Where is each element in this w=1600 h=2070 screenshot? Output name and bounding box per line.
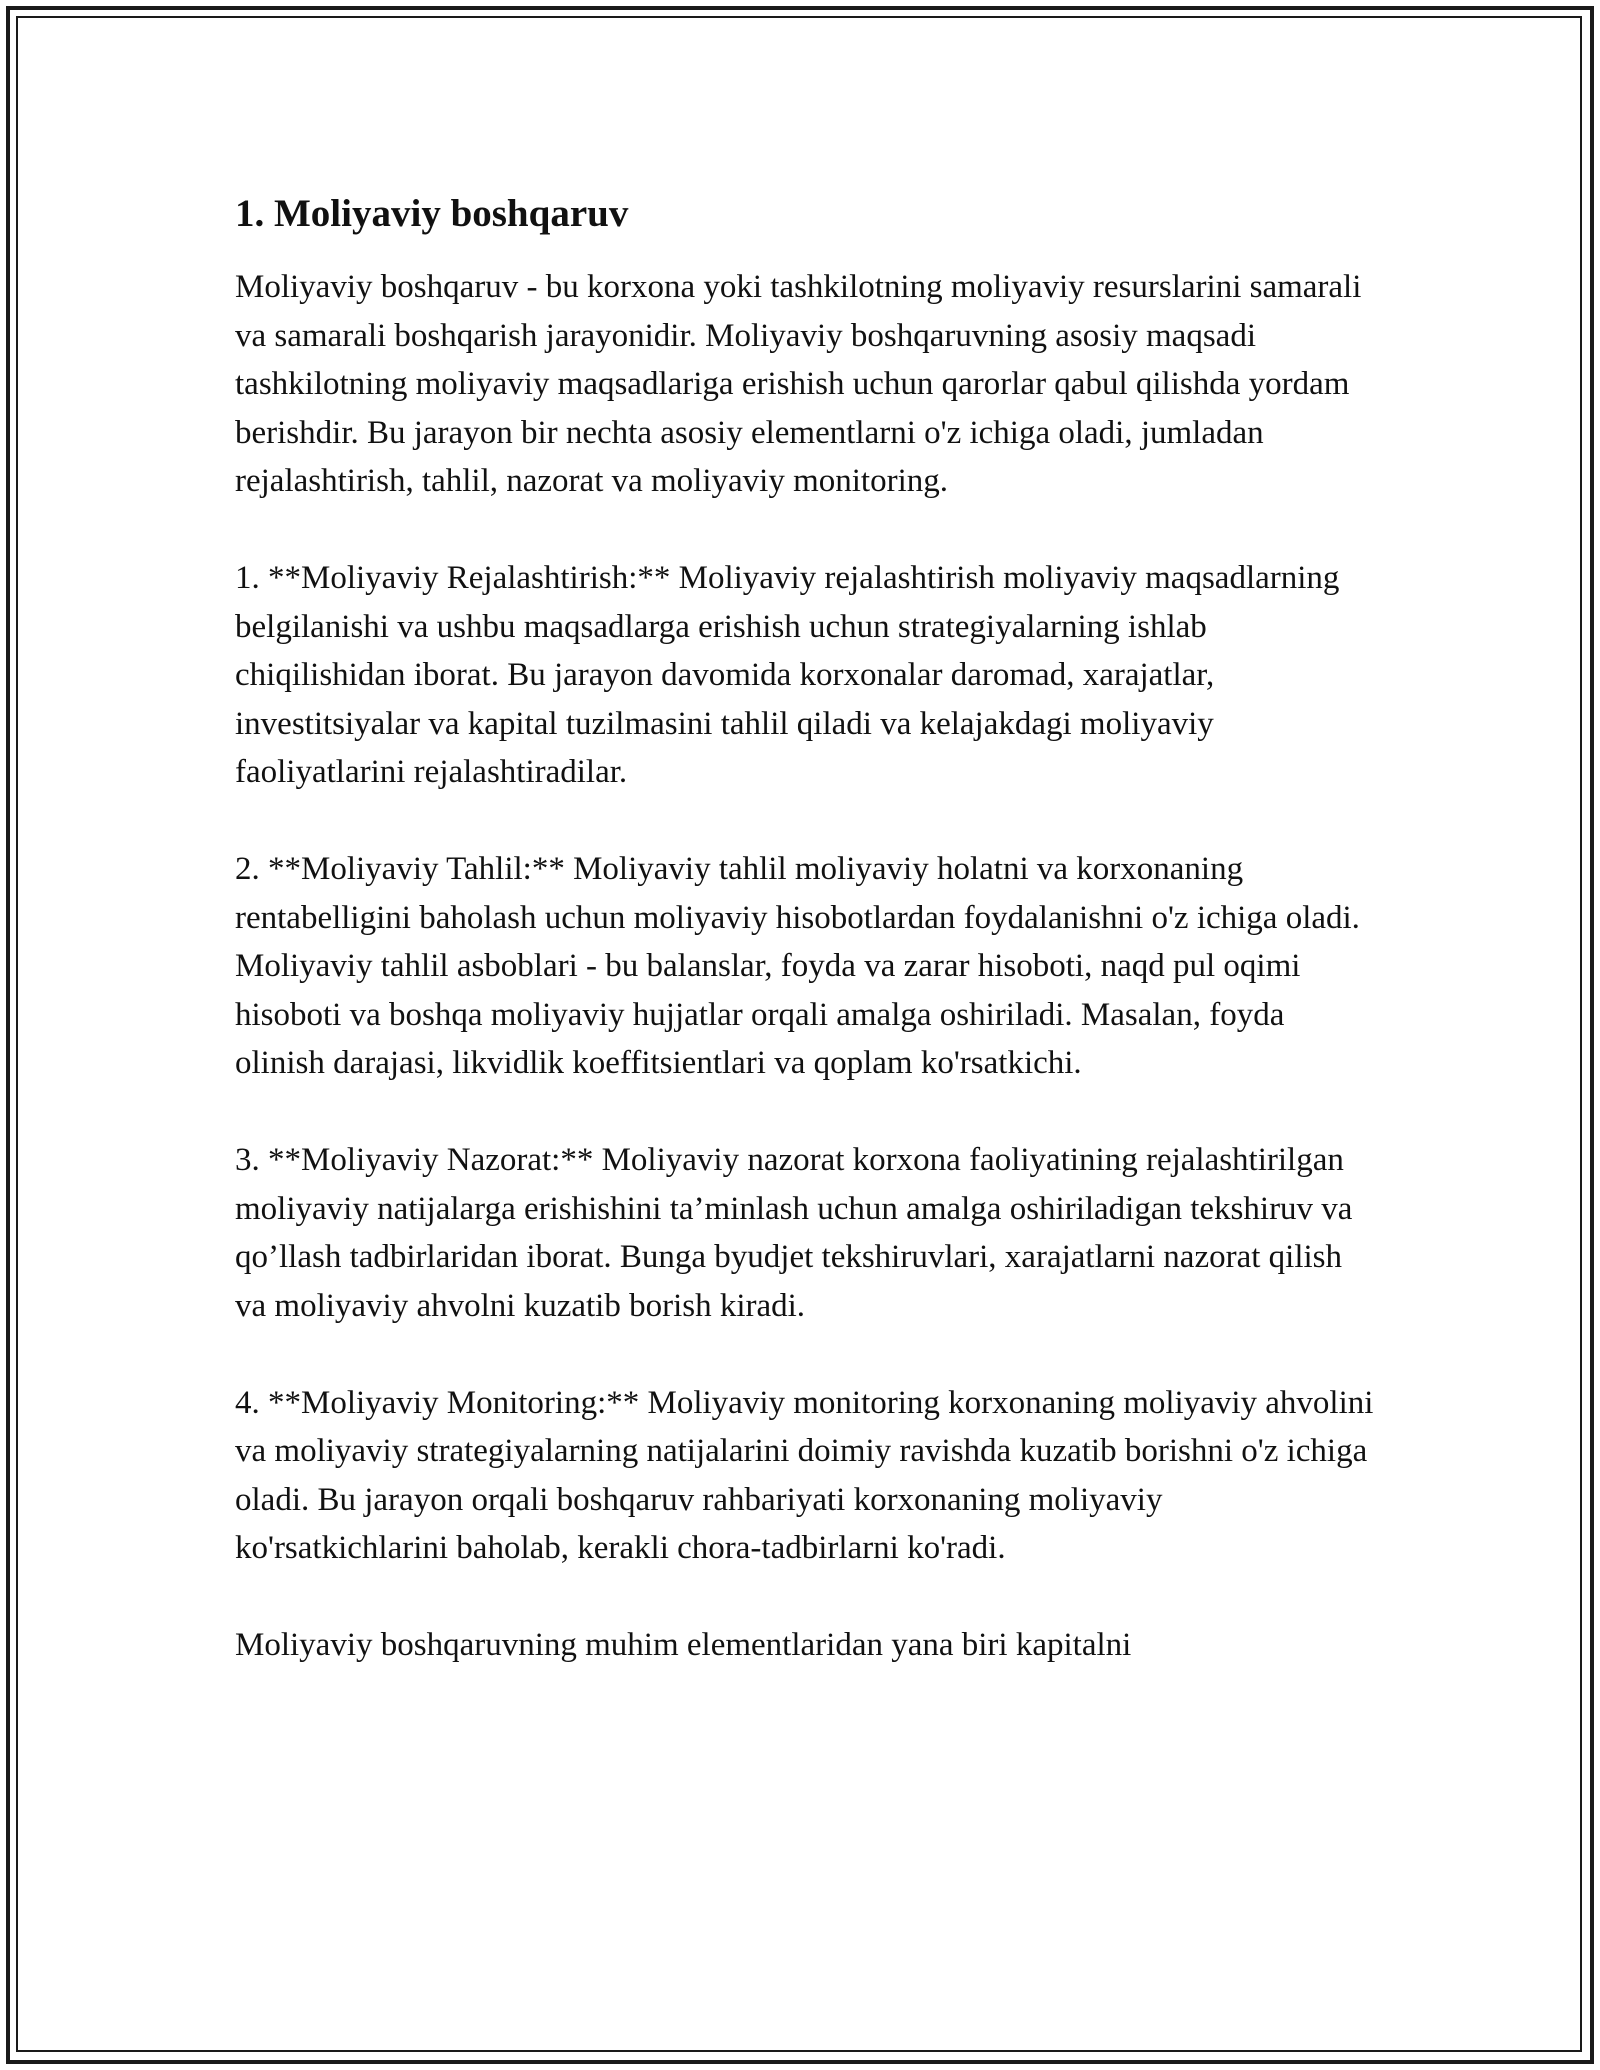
- list-item-tahlil: 2. **Moliyaviy Tahlil:** Moliyaviy tahlil moliyaviy holatni va korxonaning rentabelligini baholash uchun moliyaviy hisobotlardan foydalanishni o'z ichiga oladi. Moliyaviy tahlil asboblari - bu balanslar, foyda va zarar hisoboti, naqd pul oqimi hisoboti va boshqa moliyaviy hujjatlar orqali amalga oshiriladi. Masalan, foyda olinish darajasi, likvidlik koeffitsientlari va qoplam ko'rsatkichi.: [235, 851, 1360, 1081]
- list-item-nazorat: 3. **Moliyaviy Nazorat:** Moliyaviy nazorat korxona faoliyatining rejalashtirilgan moliyaviy natijalarga erishishini ta’minlash uchun amalga oshiriladigan tekshiruv va qo’llash tadbirlaridan iborat. Bunga byudjet tekshiruvlari, xarajatlarni nazorat qilish va moliyaviy ahvolni kuzatib borish kiradi.: [235, 1142, 1353, 1324]
- list-item-rejalashtirish: 1. **Moliyaviy Rejalashtirish:** Moliyaviy rejalashtirish moliyaviy maqsadlarning belgilanishi va ushbu maqsadlarga erishish uchun strategiyalarning ishlab chiqilishidan iborat. Bu jarayon davomida korxonalar daromad, xarajatlar, investitsiyalar va kapital tuzilmasini tahlil qiladi va kelajakdagi moliyaviy faoliyatlarini rejalashtiradilar.: [235, 560, 1340, 790]
- intro-paragraph: Moliyaviy boshqaruv - bu korxona yoki tashkilotning moliyaviy resurslarini samarali va samarali boshqarish jarayonidir. Moliyaviy boshqaruvning asosiy maqsadi tashkilotning moliyaviy maqsadlariga erishish uchun qarorlar qabul qilishda yordam berishdir. Bu jarayon bir nechta asosiy elementlarni o'z ichiga oladi, jumladan rejalashtirish, tahlil, nazorat va moliyaviy monitoring.: [235, 269, 1362, 499]
- list-item-monitoring: 4. **Moliyaviy Monitoring:** Moliyaviy monitoring korxonaning moliyaviy ahvolini va moliyaviy strategiyalarning natijalarini doimiy ravishda kuzatib borishni o'z ichiga oladi. Bu jarayon orqali boshqaruv rahbariyati korxonaning moliyaviy ko'rsatkichlarini baholab, kerakli chora-tadbirlarni ko'radi.: [235, 1384, 1374, 1566]
- closing-paragraph: Moliyaviy boshqaruvning muhim elementlaridan yana biri kapitalni: [235, 1627, 1132, 1663]
- section-heading: 1. Moliyaviy boshqaruv: [235, 192, 629, 235]
- document-body: [235, 185, 1375, 1670]
